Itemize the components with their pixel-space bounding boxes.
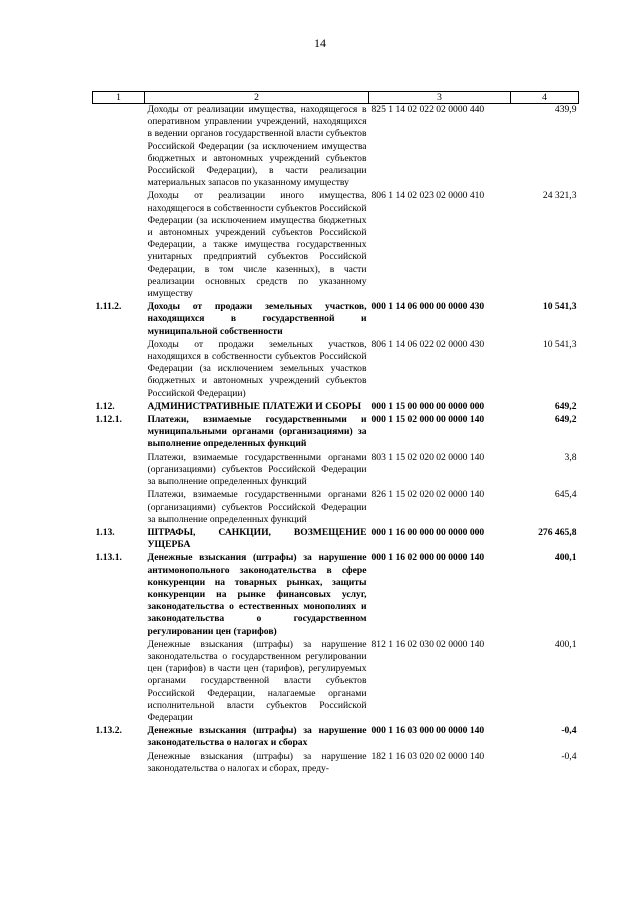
revenue-name: Платежи, взимаемые государственными органами (организациями) субъектов Российской Федерации за выполнение определенных функций [147, 451, 367, 488]
table-row [93, 725, 579, 750]
amount: 439,9 [554, 104, 577, 115]
revenue-name: ШТРАФЫ, САНКЦИИ, ВОЗМЕЩЕНИЕ УЩЕРБА [147, 526, 367, 551]
amount: 10 541,3 [542, 301, 577, 313]
table-row [93, 339, 579, 401]
item-number [93, 639, 145, 725]
revenue-name: Доходы от реализации имущества, находящегося в оперативном управлении учреждений, находящихся в ведении органов государственной власти субъектов Российской Федерации (за исключением имущества бюджетных и автономных учреждений субъектов Российской Федерации), в части реализации материальных запасов по указанному имуществу [147, 104, 367, 189]
table-row [93, 414, 579, 452]
item-number: 1.12. [95, 400, 115, 412]
amount: 24 321,3 [542, 190, 577, 202]
budget-classification-code: 000 1 14 06 000 00 0000 430 [371, 301, 485, 313]
amount: 400,1 [554, 638, 577, 650]
revenue-name: АДМИНИСТРАТИВНЫЕ ПЛАТЕЖИ И СБОРЫ [147, 400, 362, 412]
item-number [93, 190, 145, 301]
amount: 10 541,3 [542, 338, 577, 350]
column-number-1: 1 [93, 92, 145, 104]
revenue-name: Доходы от продажи земельных участков, находящихся в собственности субъектов Российской Федерации (за исключением земельных участков бюджетных и автономных учреждений субъектов Российской Федерации) [147, 338, 367, 399]
item-number: 1.13. [95, 526, 115, 538]
amount: 3,8 [564, 451, 577, 463]
budget-classification-code: 806 1 14 02 023 02 0000 410 [371, 190, 485, 202]
item-number: 1.12.1. [95, 414, 122, 426]
column-number-4: 4 [511, 92, 579, 104]
item-number: 1.13.1. [95, 552, 122, 564]
budget-classification-code: 812 1 16 02 030 02 0000 140 [371, 638, 485, 650]
table-row [93, 401, 579, 414]
item-number [93, 339, 145, 401]
table-header [93, 92, 579, 104]
budget-classification-code: 806 1 14 06 022 02 0000 430 [371, 338, 485, 350]
amount: 400,1 [554, 552, 577, 564]
column-number-3: 3 [369, 92, 511, 104]
budget-classification-code: 182 1 16 03 020 02 0000 140 [371, 750, 485, 762]
table-row [93, 751, 579, 776]
table-row [93, 552, 579, 638]
amount: 645,4 [554, 489, 577, 501]
revenue-name: Денежные взыскания (штрафы) за нарушение законодательства о налогах и сборах [147, 725, 367, 749]
page-number: 14 [314, 36, 326, 50]
revenue-name: Доходы от реализации иного имущества, находящегося в собственности субъектов Российской Федерации (за исключением имущества бюджетных и автономных учреждений субъектов Российской Федерации, а также имущества государственных унитарных предприятий субъектов Российской Федерации, в том числе казенных), в части реализации основных средств по указанному имуществу [147, 190, 367, 300]
item-number: 1.13.2. [95, 725, 122, 737]
table-row [93, 527, 579, 552]
budget-classification-code: 826 1 15 02 020 02 0000 140 [371, 489, 485, 501]
revenue-name: Доходы от продажи земельных участков, находящихся в государственной и муниципальной собственности [147, 301, 367, 337]
revenue-name: Денежные взыскания (штрафы) за нарушение законодательства о налогах и сборах, преду- [147, 750, 367, 774]
table-row [93, 489, 579, 527]
amount: -0,4 [561, 725, 577, 737]
table-row [93, 104, 579, 191]
item-number [93, 751, 145, 776]
item-number [93, 489, 145, 527]
budget-classification-code: 000 1 16 00 000 00 0000 000 [371, 526, 485, 538]
amount: 649,2 [554, 400, 577, 412]
budget-classification-code: 000 1 16 03 000 00 0000 140 [371, 725, 485, 737]
item-number [93, 452, 145, 490]
revenue-name: Денежные взыскания (штрафы) за нарушение антимонопольного законодательства в сфере конкуренции на товарных рынках, защиты конкуренции на рынке финансовых услуг, законодательства о естественных монополиях и законодательства о государственном регулировании цен (тарифов) [147, 552, 367, 637]
revenue-name: Денежные взыскания (штрафы) за нарушение законодательства о государственном регулировании цен (тарифов) в части цен (тарифов), регулируемых органами государственной власти субъектов Российской Федерации, налагаемые органами исполнительной власти субъектов Российской Федерации [147, 638, 367, 723]
budget-classification-code: 000 1 15 00 000 00 0000 000 [371, 400, 485, 412]
budget-classification-code: 000 1 16 02 000 00 0000 140 [371, 552, 485, 564]
revenue-name: Платежи, взимаемые государственными и муниципальными органами (организациями) за выполнение определенных функций [147, 414, 367, 450]
table-row [93, 301, 579, 339]
item-number [93, 104, 145, 191]
budget-classification-code: 825 1 14 02 022 02 0000 440 [371, 104, 485, 115]
budget-revenue-table [92, 91, 579, 776]
amount: 276 465,8 [538, 526, 577, 538]
table-row [93, 639, 579, 725]
budget-classification-code: 803 1 15 02 020 02 0000 140 [371, 451, 485, 463]
table-row [93, 452, 579, 490]
budget-classification-code: 000 1 15 02 000 00 0000 140 [371, 414, 485, 426]
amount: -0,4 [561, 750, 577, 762]
column-number-row [93, 92, 579, 104]
table-row [93, 190, 579, 301]
column-number-2: 2 [145, 92, 369, 104]
amount: 649,2 [554, 414, 577, 426]
table-body [93, 104, 579, 776]
item-number: 1.11.2. [95, 301, 122, 313]
revenue-name: Платежи, взимаемые государственными органами (организациями) субъектов Российской Федерации за выполнение определенных функций [147, 489, 367, 525]
